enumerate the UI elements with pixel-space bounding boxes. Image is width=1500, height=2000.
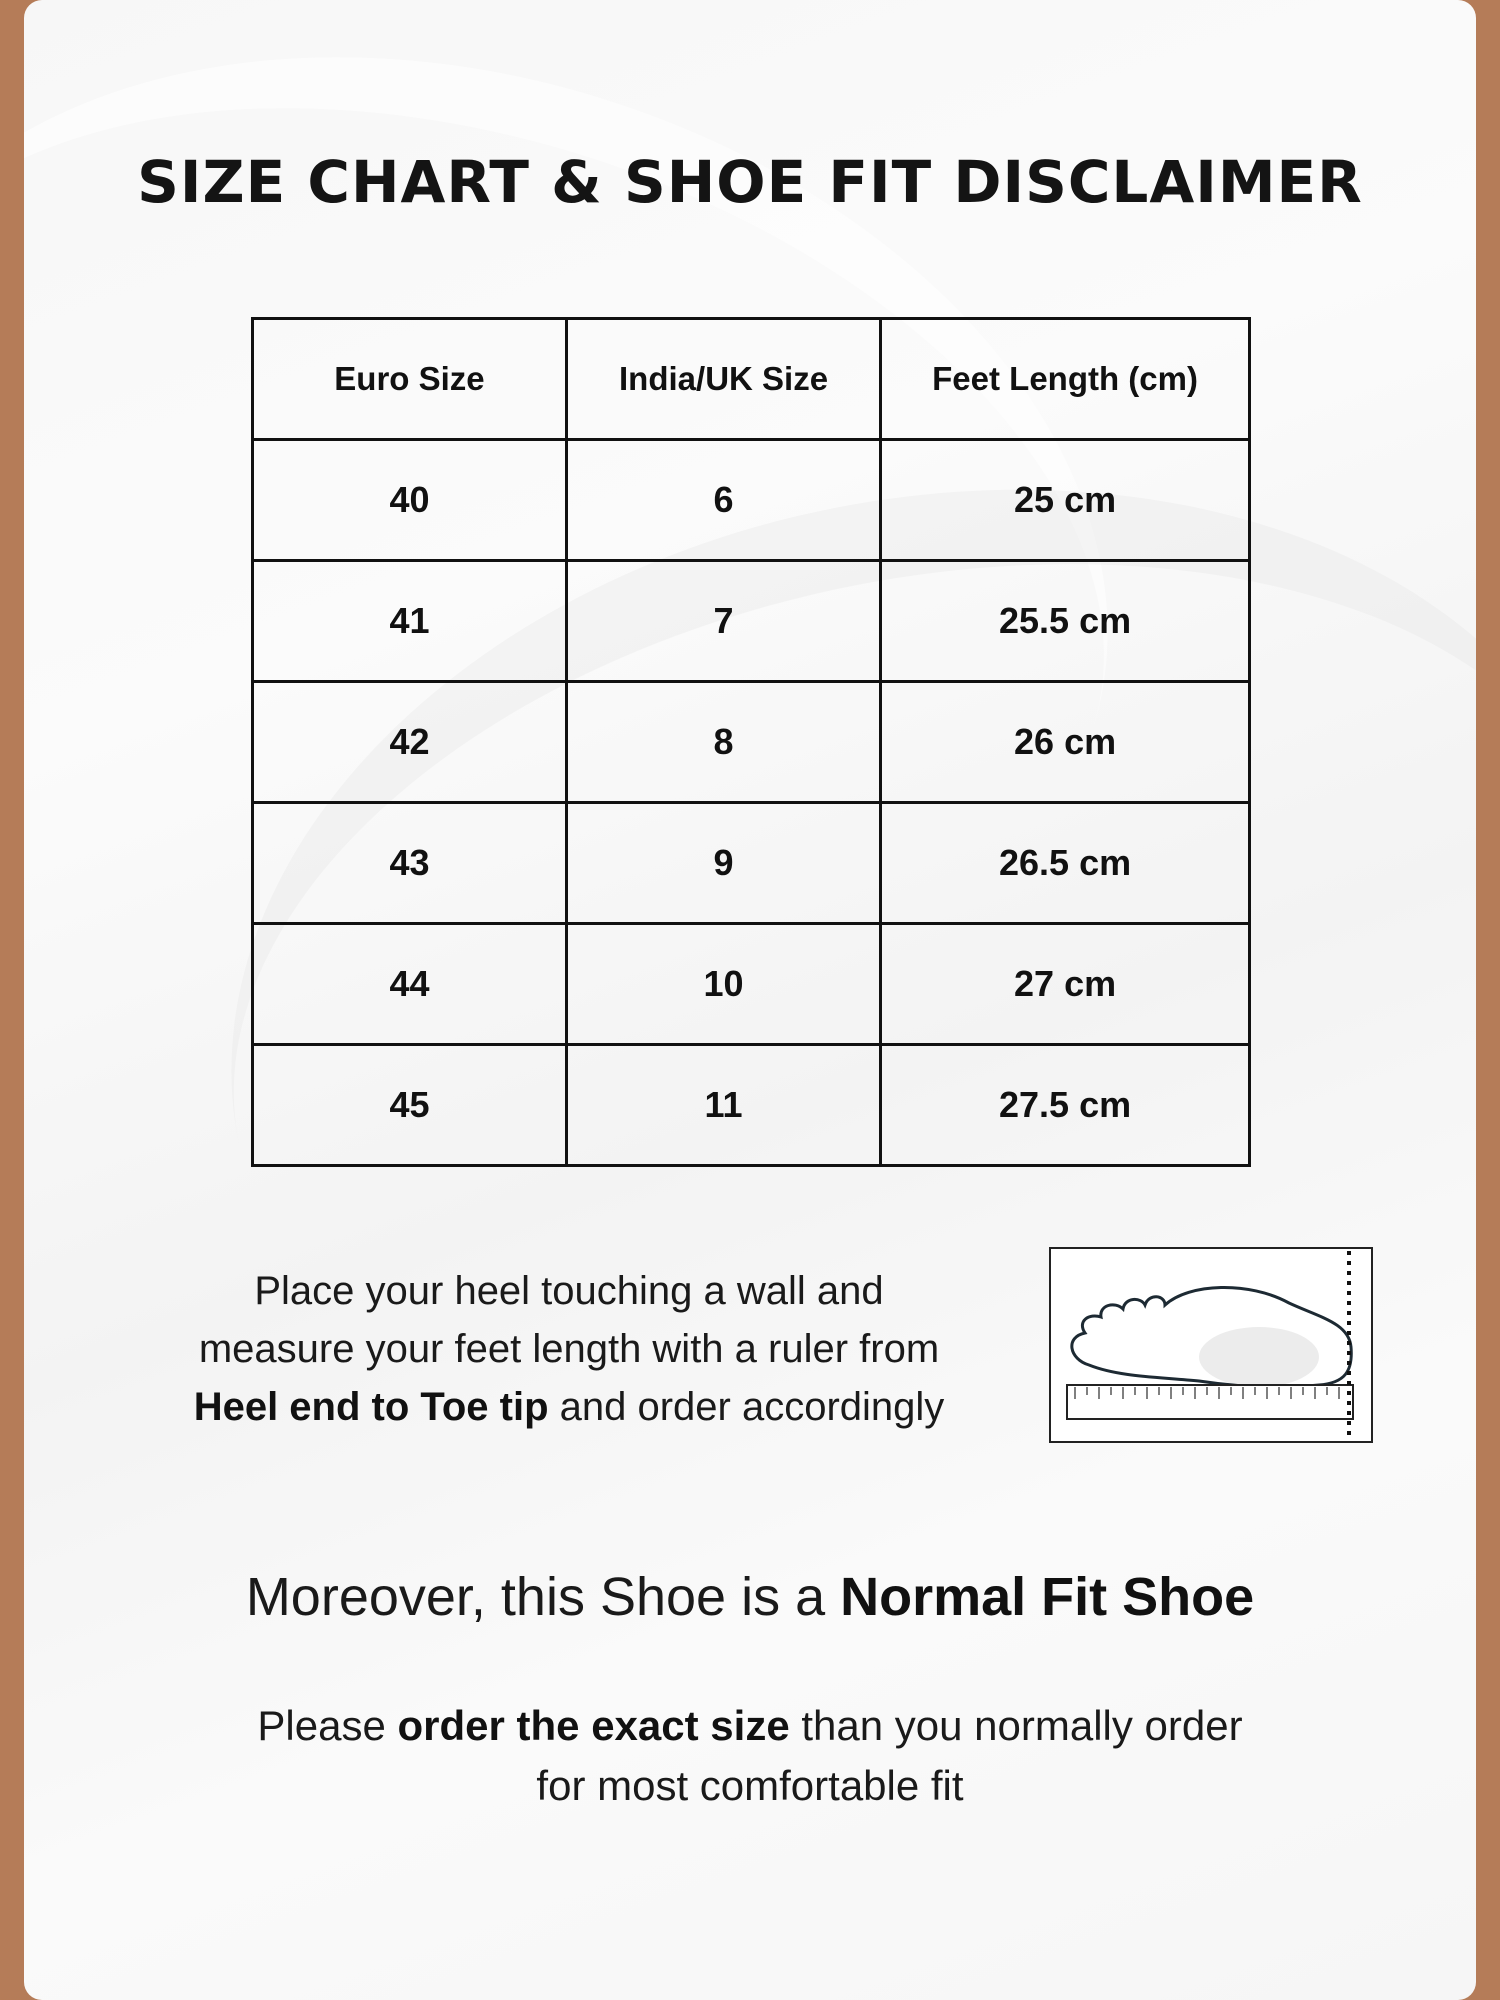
india-uk-size-cell: 6 bbox=[566, 440, 880, 561]
table-row bbox=[253, 1045, 1250, 1166]
table-header-row bbox=[253, 319, 1250, 440]
fit-statement-text: Moreover, this Shoe is a bbox=[245, 1567, 841, 1627]
page-title: SIZE CHART & SHOE FIT DISCLAIMER bbox=[137, 148, 1363, 216]
advice-line: for most comfortable fit bbox=[536, 1762, 964, 1809]
feet-length-cell: 25 cm bbox=[881, 440, 1250, 561]
instruction-emphasis: Heel end to Toe tip bbox=[193, 1385, 549, 1429]
advice-text: than you normally order bbox=[789, 1702, 1243, 1749]
table-row bbox=[253, 682, 1250, 803]
instruction-line: measure your feet length with a ruler from bbox=[198, 1327, 940, 1371]
order-advice bbox=[150, 1696, 1350, 1816]
foot-on-ruler-icon bbox=[1049, 1247, 1373, 1443]
euro-size-cell: 45 bbox=[253, 1045, 567, 1166]
india-uk-size-cell: 10 bbox=[566, 924, 880, 1045]
instruction-line bbox=[134, 1378, 1004, 1436]
india-uk-size-cell: 11 bbox=[566, 1045, 880, 1166]
euro-size-cell: 40 bbox=[253, 440, 567, 561]
feet-length-cell: 26 cm bbox=[881, 682, 1250, 803]
table-row bbox=[253, 561, 1250, 682]
instruction-text: and order accordingly bbox=[548, 1385, 945, 1429]
table-row bbox=[253, 440, 1250, 561]
table-row bbox=[253, 924, 1250, 1045]
fit-type-label: Normal Fit Shoe bbox=[840, 1567, 1255, 1627]
feet-length-cell: 27 cm bbox=[881, 924, 1250, 1045]
advice-line bbox=[150, 1696, 1350, 1756]
india-uk-size-cell: 7 bbox=[566, 561, 880, 682]
india-uk-size-cell: 9 bbox=[566, 803, 880, 924]
feet-length-cell: 26.5 cm bbox=[881, 803, 1250, 924]
euro-size-cell: 44 bbox=[253, 924, 567, 1045]
advice-emphasis: order the exact size bbox=[397, 1702, 790, 1749]
euro-size-cell: 41 bbox=[253, 561, 567, 682]
size-table bbox=[251, 317, 1251, 1167]
header-euro-size: Euro Size bbox=[253, 319, 567, 440]
feet-length-cell: 27.5 cm bbox=[881, 1045, 1250, 1166]
size-chart-card bbox=[24, 0, 1476, 2000]
fit-statement bbox=[24, 1566, 1476, 1628]
header-feet-length: Feet Length (cm) bbox=[881, 319, 1250, 440]
advice-text: Please bbox=[257, 1702, 398, 1749]
header-india-uk-size: India/UK Size bbox=[566, 319, 880, 440]
euro-size-cell: 43 bbox=[253, 803, 567, 924]
india-uk-size-cell: 8 bbox=[566, 682, 880, 803]
instruction-line: Place your heel touching a wall and bbox=[254, 1269, 884, 1313]
table-row bbox=[253, 803, 1250, 924]
measure-instructions bbox=[134, 1262, 1004, 1436]
feet-length-cell: 25.5 cm bbox=[881, 561, 1250, 682]
euro-size-cell: 42 bbox=[253, 682, 567, 803]
